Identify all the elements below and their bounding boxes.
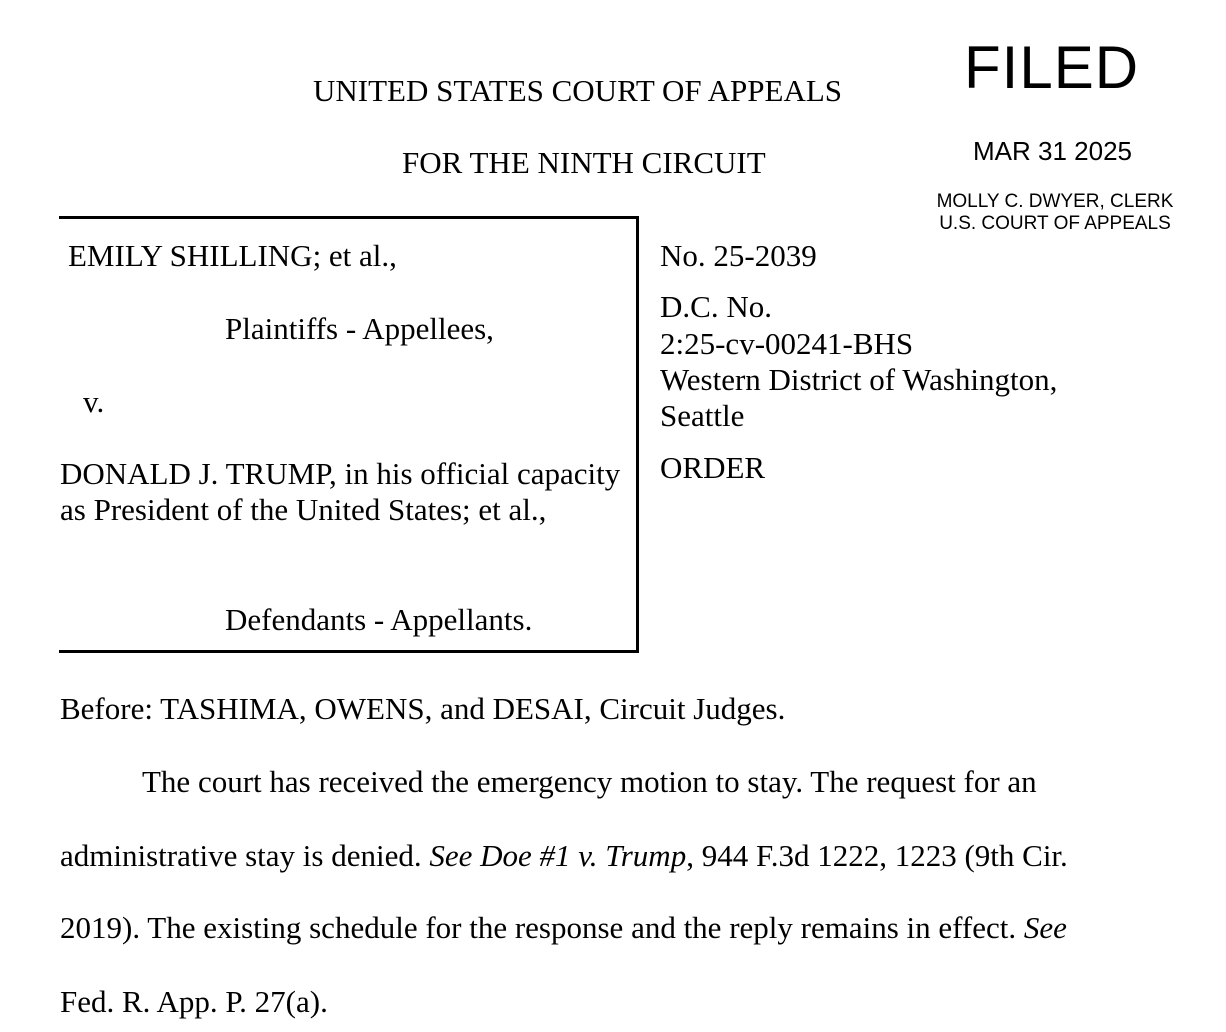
filed-date: MAR 31 2025 [973,136,1132,166]
circuit-name-line: FOR THE NINTH CIRCUIT [402,145,766,180]
district-name: Western District of Washington, [660,362,1058,397]
clerk-name: MOLLY C. DWYER, CLERK [936,191,1174,212]
citation-signal: See [1023,910,1067,945]
document-type: ORDER [660,450,766,485]
district-court-number: 2:25-cv-00241-BHS [660,326,914,361]
citation-signal: See Doe #1 v. Trump [429,838,687,873]
district-court-label: D.C. No. [660,289,772,324]
district-city: Seattle [660,398,745,433]
order-text-line [60,910,1067,946]
order-text-line [60,838,1068,874]
plaintiff-role: Plaintiffs - Appellees, [225,311,494,346]
plaintiff-party: EMILY SHILLING; et al., [68,238,397,273]
clerk-court: U.S. COURT OF APPEALS [939,213,1171,234]
defendant-party: DONALD J. TRUMP, in his official capacity as President of the United States; et al., [60,456,621,527]
order-text-line: The court has received the emergency motion to stay. The request for an [142,764,1037,799]
order-text-line: Fed. R. App. P. 27(a). [60,984,328,1019]
panel-line: Before: TASHIMA, OWENS, and DESAI, Circuit Judges. [60,691,786,726]
court-name-line: UNITED STATES COURT OF APPEALS [313,73,843,108]
case-number: No. 25-2039 [660,238,817,273]
caption-border-bottom [59,650,639,653]
versus-label: v. [83,384,105,419]
caption-border-right [636,216,639,653]
order-text-segment: , 944 F.3d 1222, 1223 (9th Cir. [686,838,1068,873]
order-text-segment: 2019). The existing schedule for the response and the reply remains in effect. [60,910,1024,945]
order-text-segment: administrative stay is denied. [60,838,430,873]
filed-stamp: FILED [964,34,1140,101]
caption-border-top [59,216,639,219]
defendant-role: Defendants - Appellants. [225,602,533,637]
